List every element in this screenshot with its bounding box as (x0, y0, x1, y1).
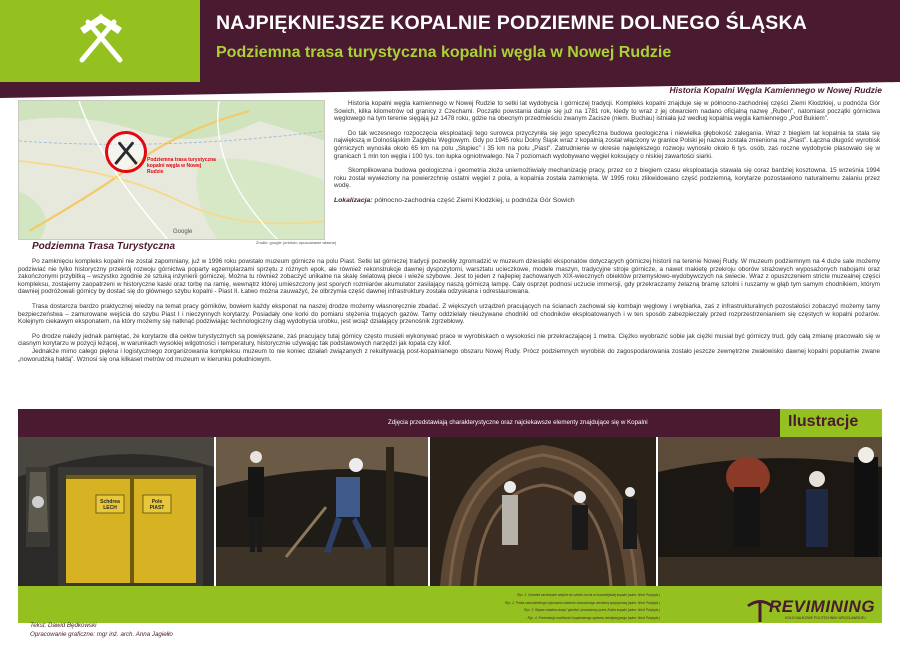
figure-captions (470, 592, 660, 622)
history-column (334, 100, 880, 205)
location-map (18, 100, 325, 240)
map-google-mark: Google (173, 229, 193, 235)
route-paragraph: Po zamknięciu kompleks kopalni nie został zapomniany, już w 1996 roku powstało muzeum górnicze na polu Piast. Setki lat górniczej tradycji pozwoliły zgromadzić w muzeum dziesiątki eksponatów dotyczących górniczej historii na terenie Nowej Rudy. W muzeum podziemnym na 4 duże sale możemy podziwiać nie tylko historyczny przekrój rozwoju górnictwa poparty egzemplarzami sprzętu z różnych epok, ale również rekonstrukcje dawnej dyspozytorni, warsztatu ucieczkowe, modele maszyn, tradycyjne stroje górnicze, a nawet makietę przekroju oborów strażowych wyposażonych nabojami oraz zakończonymi przybitką – wszystko zgodnie ze sztuką inżynierii górniczej. Można tu również zobaczyć unikalne na skalę światową piece i wieże szybowe. Jest to jeden z najlepiej zachowanych XIX-wiecznych obiektów przemysłowo-wydobywczych na świecie. Wraz z opuszczeniem stricte muzealnej części kompleksu, zostajemy zaopatrzeni w historyczne kaski oraz torbę na ramię, wewnątrz której umieszczony jest sporych rozmiarów akumulator zasilający naszą górniczą lampę. Cały osprzęt podnosi uczucie immersji, gdy przekraczamy żelazną bramę sztolni i ruszamy w głąb tym samym chodnikiem, którym dawniej podróżowali górnicy by dostać się do głównego szybu kopalni - Piast II. Łatwo można zauważyć, że olbrzymia część dawnej infrastruktury została odzyskana i odrestaurowana. (18, 258, 880, 296)
drilling-photo (216, 437, 428, 586)
credit-graphics: Opracowanie graficzne: mgr inż. arch. Anna Jagiełło (30, 631, 173, 638)
illustrations-title: Ilustracje (788, 413, 859, 430)
figure-caption: Ryc. 2. Próba samodzielnego wykonania odwiertu stosowanego wiertarką sprężynową (autor: Nicol Przybyła ) (504, 600, 660, 605)
figure-caption: Ryc. 3. Rękaw ostatnia stacja "górnika" prowadzony przez Zośka kopalni (autor: Nicol Przybyła ) (524, 608, 660, 613)
gate-sign-right: Pole PIAST (149, 499, 165, 511)
crossed-hammers-icon (108, 134, 144, 170)
history-heading: Historia Kopalni Węgla Kamiennego w Nowej Rudzie (669, 85, 882, 95)
map-marker-label: Podziemna trasa turystyczna kopalni węgla w Nowej Rudzie (147, 157, 216, 175)
brand-name: REVIMINING (769, 597, 876, 616)
photo-gate (18, 437, 214, 586)
figure-caption: Ryc. 4. Prezentacja możliwości kopalnianego systemu wentylacyjnego (autor: Nicol Przybyła ) (527, 615, 660, 620)
gate-sign-left: Schdrea LECH (100, 499, 120, 511)
header-band (0, 0, 900, 82)
map-source: Źródło: google (ortofoto opracowanie własne) (256, 240, 337, 245)
mine-gate-photo (18, 437, 214, 586)
history-paragraph: Skomplikowana budowa geologiczna i geometria złoża uniemożliwiały mechanizację pracy, przez co z biegiem czasu eksploatacja stawała się coraz bardziej kosztowna. 15 września 1994 roku został wywieziony na powierzchnię ostatni węgiel z pola, a kopalnia została zamknięta. W 1995 roku zlikwidowano część podziemną, korytarze pozostawiono naturalnemu zalaniu przez wodę. (334, 167, 880, 190)
figure-caption: Ryc. 1. Ośrodek zachowane wejście do sztolni Lecha w nowowiejskiej kopalni (autor: Nicol Przybyła ) (517, 593, 660, 597)
credits (30, 621, 173, 639)
location-label: Lokalizacja: (334, 196, 373, 204)
route-heading: Podziemna Trasa Turystyczna (32, 241, 176, 252)
illustrations-band (18, 409, 882, 437)
route-paragraph: Trasa dostarcza bardzo praktycznej wiedzy na temat pracy górników, bowiem każdy eksponat na naszej drodze możemy własnoręcznie zbadać. Z większych urządzeń pracujących na ścianach zachował się kombajn węglowy i wrębiarka, zaś z infrastrukturalnych pozostałości zobaczyć możemy tamy bezpieczeństwa – zamurowane wejścia do szybu Piast I i nieczynnych korytarzy. Posiadały one korki do pomiaru stężenia trujących gazów. Tamy oddzielały nieużywane chodniki od chodników eksploatowanych i w ten sposób zabezpieczały przed rozprzestrzenianiem się częstych w kopalni pożarów. Kolejnym ciekawym eksponatem, na który możemy się natknąć podziwiając technologiczny ciąg wydobycia urobku, jest wciąż działający przenośnik zgrzebłowy. (18, 302, 880, 326)
photo-tunnel (430, 437, 656, 586)
location-marker-circle (105, 131, 147, 173)
crossed-hammers-icon (70, 8, 132, 70)
illustrations-caption: Zdjęcia przedstawiają charakterystyczne oraz najciekawsze elementy znajdujące się w Kopalni (388, 419, 648, 426)
logo-box (0, 0, 200, 82)
route-paragraph: Jednakże mimo całego piękna i logistycznego zorganizowania kompleksu muzeum to nie koniec działań związanych z rekultywacją post-kopalnianego obszaru Nowej Rudy. Prócz podziemnych wyrobisk do zagospodarowania zostało jeszcze zewnętrzne zwałowisko dawnej kopalni popularnie zwane „noworudzką hałdą”. Wznosi się ona kilkaset metrów od muzeum w kierunku południowym. (18, 347, 880, 363)
history-paragraph: Do tak wczesnego rozpoczęcia eksploatacji tego surowca przyczyniła się jego specyficzna budowa geologiczna i niewielka głębokość zalegania. Wraz z biegiem lat kopalnia ta stała się największą w Dolnośląskim Zagłębiu Węglowym. Gdy po 1945 roku Dolny Śląsk wraz z kopalnią został włączony w granice Polski jej nazwa została zmieniona na „Piast”. Łączna długość wyrobisk górniczych wynosiła około 65 km na polu „Słupiec” i 35 km na polu „Piast”. Zatrudnienie w okresie największego rozwoju wynosiło około 6 tys. osób, zaś roczne wydobycie plasowało się w granicach 1 mln ton węgla i 100 tys. ton łupka ogniotrwałego. Na 7 poziomach wydobywano węgiel koksujący o niskiej zawartości siarki. (334, 129, 880, 160)
tunnel-photo (430, 437, 656, 586)
ventilation-photo (658, 437, 882, 586)
revimining-logo (745, 593, 880, 623)
location-line (334, 197, 880, 205)
photo-ventilation (658, 437, 882, 586)
credit-text: Tekst: Dawid Będkowski (30, 622, 97, 629)
photo-drilling (216, 437, 428, 586)
location-text: północno-zachodnia część Ziemi Kłodzkiej, u podnóża Gór Sowich (374, 196, 575, 204)
brand-sub: KOŁO NAUKOWE POLITECHNIKI WROCŁAWSKIEJ (785, 616, 866, 620)
route-paragraph: Po drodze należy jednak pamiętać, że korytarze dla celów turystycznych są powiększane, zaś pracujący tutaj górnicy często musieli wykonywać prace w wyrobiskach o wysokości nie przekraczającej 1 metra. Ciężko wyobrazić sobie jak ciężki musiał być górniczy trud, gdy całą zmianę pracowało się w ciasnym korytarzu w pozycji leżącej, w warunkach wysokiej wilgotności i temperatury, historycznie używając tak podstawowych narzędzi jak łopata czy kilof. (18, 332, 880, 348)
page-title: NAJPIĘKNIEJSZE KOPALNIE PODZIEMNE DOLNEGO ŚLĄSKA (216, 12, 808, 34)
page-subtitle: Podziemna trasa turystyczna kopalni węgla w Nowej Rudzie (216, 44, 672, 61)
route-text (18, 258, 880, 363)
illustrations-tab (780, 409, 882, 437)
history-paragraph: Historia kopalni węgla kamiennego w Nowej Rudzie to setki lat wydobycia i górniczej tradycji. Kompleks kopalni znajduje się w północno-zachodniej części Ziemi Kłodzkiej, u podnóża Gór Sowich, kilka kilometrów od granicy z Czechami. Początki powstania datuje się już na 1781 rok, kiedy to wraz z jej otwarciem nadano oficjalną nazwę „Ruben”, natomiast początki górnictwa węglowego na tym terenie sięgają już 1478 roku, gdzie na obecnym przedmieściu zwanym Zacisze (niem. Buchau) istniała już według kopalnia węgla kamiennego „Pod Bukiem”. (334, 100, 880, 123)
